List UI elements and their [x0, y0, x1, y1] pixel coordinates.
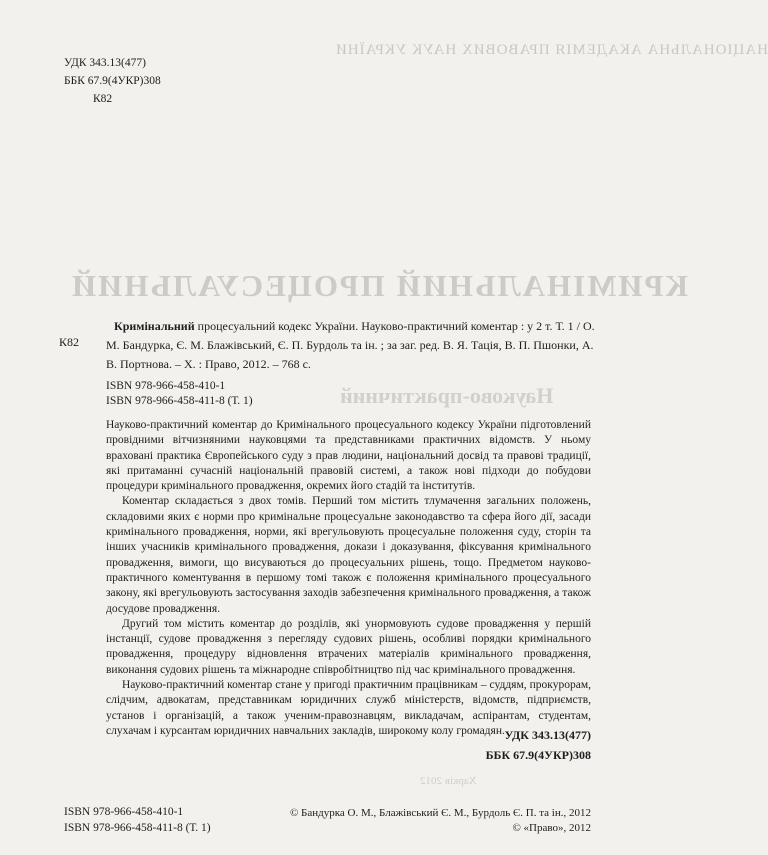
classification-codes-top: [64, 54, 161, 108]
isbn-line: ISBN 978-966-458-411-8 (Т. 1): [64, 822, 211, 834]
annotation-paragraph: Другий том містить коментар до розділів, які унормовують судове провадження у першій інстанції, судове провадження з перегляду судових рішень, особливі порядки кримінального провадження, процедуру відновлення втрачених матеріалів кримінального провадження, виконання судових рішень та міжнародне співробітництво під час кримінального провадження.: [106, 617, 591, 676]
bbk-code: ББК 67.9(4УКР)308: [64, 75, 161, 87]
annotation-paragraph: Науково-практичний коментар до Кримінального процесуального кодексу України підготовлений провідними вітчизняними науковцями та представниками практичних відомств. У ньому враховані практика Європейського суду з прав людини, національний досвід та правові традиції, які притаманні сучасній національній правовій системі, а також нові підходи до побудови процедури кримінального провадження, окремих його стадій та інститутів.: [106, 419, 591, 493]
isbn-line: ISBN 978-966-458-410-1: [64, 806, 184, 818]
bib-rest: процесуальний кодекс України. Науково-практичний коментар : у 2 т. Т. 1 / О. М. Бандурка, Є. М. Блажівський, Є. П. Бурдоль та ін. ; за заг. ред. В. Я. Тація, В. П. Пшонки, А. В. Портнова. – Х. : Право, 2012. – 768 с.: [106, 319, 595, 371]
annotation: [106, 418, 591, 739]
bibliographic-description: [106, 317, 596, 374]
copyright-authors: © Бандурка О. М., Блажівський Є. М., Бурдоль Є. П. та ін., 2012: [289, 807, 591, 819]
udk-code: УДК 343.13(477): [64, 57, 146, 69]
udk-code-bottom: УДК 343.13(477): [504, 728, 591, 742]
bib-title-bold: Кримінальний: [114, 319, 195, 333]
bleed-through-title: КРИМІНАЛЬНИЙ ПРОЦЕСУАЛЬНИЙ: [70, 268, 688, 303]
isbn-line: ISBN 978-966-458-410-1: [106, 380, 226, 392]
annotation-paragraph: Науково-практичний коментар стане у пригоді практичним працівникам – суддям, прокурорам, слідчим, адвокатам, представникам юридичних служб міністерств, відомств, підприємств, установ і організацій, а також ученим-правознавцям, викладачам, аспірантам, студентам, слухачам і курсантам юридичних навчальних закладів, широкому колу громадян.: [106, 679, 591, 737]
classification-codes-bottom: [486, 725, 591, 765]
bbk-code-bottom: ББК 67.9(4УКР)308: [485, 748, 591, 762]
isbn-line: ISBN 978-966-458-411-8 (Т. 1): [106, 395, 253, 407]
copyright-publisher: © «Право», 2012: [512, 822, 591, 834]
annotation-paragraph: Коментар складається з двох томів. Перший том містить тлумачення загальних положень, складовими яких є норми про кримінальне процесуальне законодавство та сфера його дії, засади кримінального провадження, норми, які врегульовують процесуальне положення суду, сторін та інших учасників кримінального провадження, докази і доказування, фіксування кримінального провадження, вимоги, що висуваються до процесуальних рішень, тощо. Предметом науково-практичного коментування в першому томі також є положення кримінального процесуального закону, які врегульовують застосування заходів забезпечення кримінального провадження, а також досудове провадження.: [106, 495, 591, 615]
copyright-block: [290, 806, 591, 836]
isbn-block-top: [106, 379, 253, 409]
isbn-block-bottom: [64, 804, 211, 836]
bleed-through-text: НАЦІОНАЛЬНА АКАДЕМІЯ ПРАВОВИХ НАУК УКРАЇНИ: [335, 42, 768, 58]
author-mark-side: К82: [59, 335, 80, 349]
bleed-through-imprint: Харків 2012: [420, 775, 477, 787]
bleed-through-subtitle: Науково-практичний: [340, 383, 554, 408]
author-mark: К82: [93, 93, 113, 105]
